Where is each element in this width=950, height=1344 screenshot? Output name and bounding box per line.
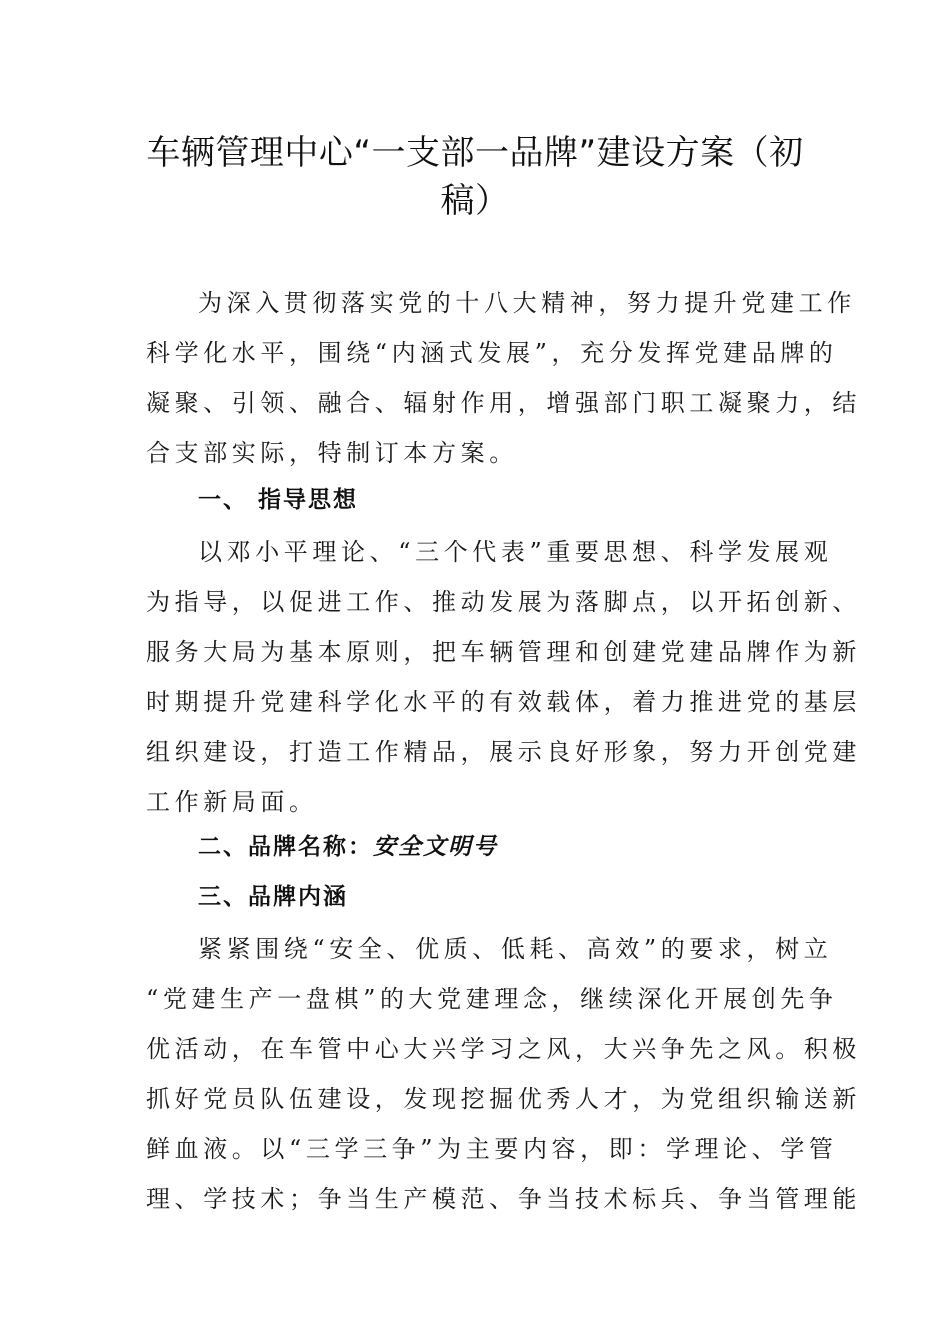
section-3-line: 理、学技术；争当生产模范、争当技术标兵、争当管理能	[146, 1185, 861, 1213]
section-3-paragraph	[146, 924, 861, 1224]
section-1-line: 工作新局面。	[146, 788, 318, 816]
section-1-line: 服务大局为基本原则，把车辆管理和创建党建品牌作为新	[146, 638, 861, 666]
intro-line: 凝聚、引领、融合、辐射作用，增强部门职工凝聚力，结	[146, 389, 861, 417]
section-1-paragraph	[146, 527, 861, 827]
intro-line: 为深入贯彻落实党的十八大精神，努力提升党建工作	[198, 289, 856, 317]
intro-paragraph	[146, 278, 861, 478]
section-3-line: 优活动，在车管中心大兴学习之风，大兴争先之风。积极	[146, 1035, 861, 1063]
section-2-heading-label: 二、品牌名称：	[198, 834, 373, 860]
section-1-line: 时期提升党建科学化水平的有效载体，着力推进党的基层	[146, 688, 861, 716]
section-3-heading: 三、品牌内涵	[198, 884, 348, 910]
section-3-line: 抓好党员队伍建设，发现挖掘优秀人才，为党组织输送新	[146, 1085, 861, 1113]
brand-name: 安全文明号	[373, 833, 498, 860]
intro-line: 合支部实际，特制订本方案。	[146, 439, 518, 467]
section-3-line: 紧紧围绕“安全、优质、低耗、高效”的要求，树立	[198, 935, 833, 963]
section-2-heading	[198, 827, 498, 867]
section-3-line: 鲜血液。以“三学三争”为主要内容，即：学理论、学管	[146, 1135, 838, 1163]
section-1-line: 组织建设，打造工作精品，展示良好形象，努力开创党建	[146, 738, 861, 766]
document-title-line-1: 车辆管理中心“一支部一品牌”建设方案（初	[146, 133, 804, 173]
document-title-line-2: 稿）	[440, 181, 510, 221]
intro-line: 科学化水平，围绕“内涵式发展”，充分发挥党建品牌的	[146, 339, 838, 367]
section-1-heading: 一、 指导思想	[198, 487, 359, 513]
section-3-line: “党建生产一盘棋”的大党建理念，继续深化开展创先争	[146, 985, 838, 1013]
section-1-line: 为指导，以促进工作、推动发展为落脚点，以开拓创新、	[146, 588, 861, 616]
section-1-line: 以邓小平理论、“三个代表”重要思想、科学发展观	[198, 538, 833, 566]
